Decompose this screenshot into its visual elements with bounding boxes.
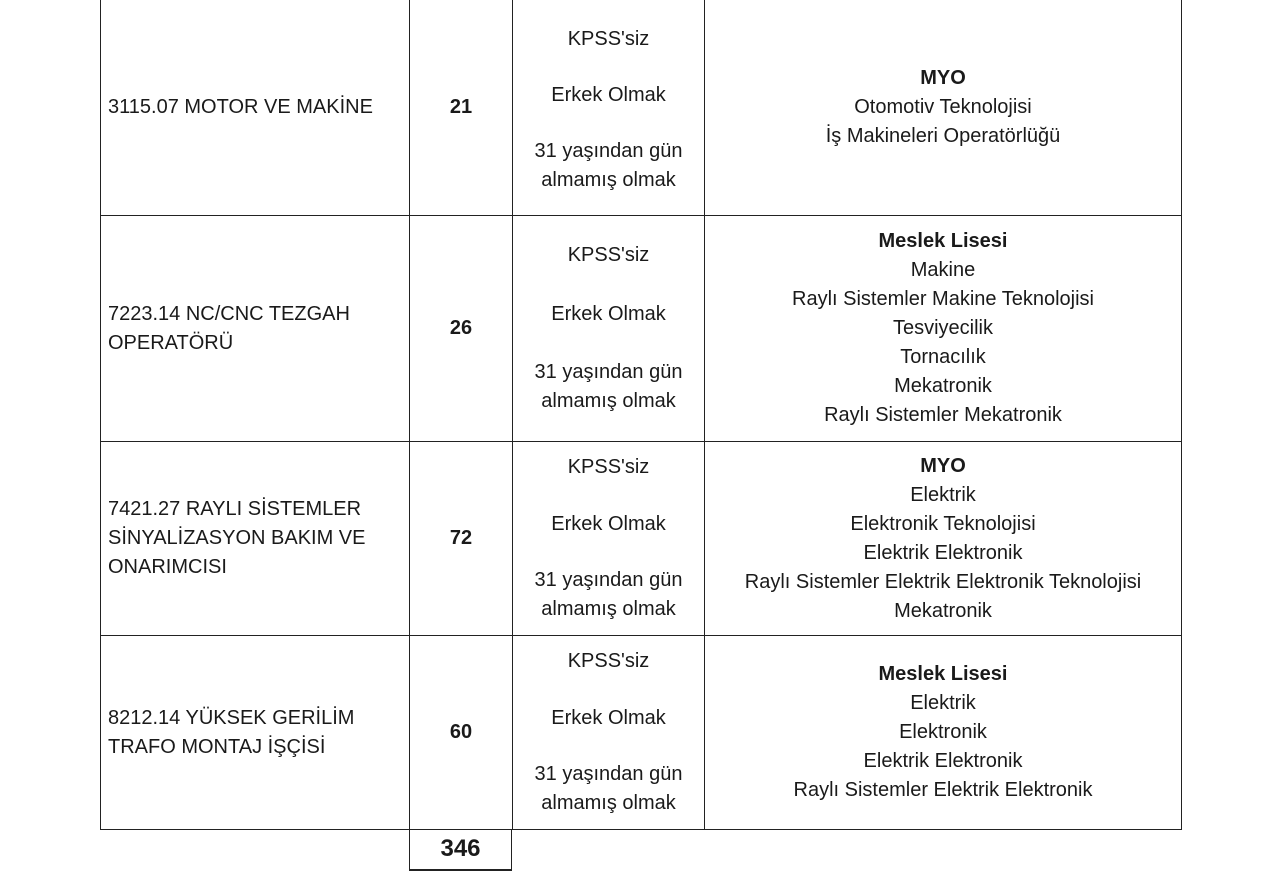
education-program: Elektronik	[899, 721, 987, 743]
requirement-age	[535, 358, 683, 416]
education-cell	[705, 442, 1181, 635]
requirement-age	[535, 760, 683, 818]
requirement-kpss: KPSS'siz	[567, 244, 650, 266]
education-program: Elektrik	[910, 692, 976, 714]
requirement-age	[535, 566, 683, 624]
position-count: 21	[449, 96, 473, 118]
education-type: Meslek Lisesi	[878, 663, 1008, 685]
education-program: Raylı Sistemler Elektrik Elektronik Teknolojisi	[744, 570, 1142, 593]
requirements-cell	[513, 216, 705, 441]
requirement-kpss: KPSS'siz	[567, 650, 650, 672]
education-program: Elektrik Elektronik	[863, 750, 1023, 772]
education-program: Mekatronik	[894, 599, 992, 622]
requirement-gender: Erkek Olmak	[551, 512, 666, 535]
requirement-gender: Erkek Olmak	[551, 302, 666, 325]
requirement-age-line: 31 yaşından gün	[534, 763, 683, 785]
requirements-cell	[513, 636, 705, 829]
education-program: İş Makineleri Operatörlüğü	[825, 125, 1061, 147]
job-title-cell	[101, 636, 410, 829]
requirement-age-line: almamış olmak	[541, 169, 676, 191]
position-count: 26	[449, 317, 473, 339]
requirement-age-line: 31 yaşından gün	[534, 569, 683, 591]
education-program: Mekatronik	[894, 375, 992, 397]
job-title-line: TRAFO MONTAJ İŞÇİSİ	[108, 735, 326, 758]
job-title-line: SİNYALİZASYON BAKIM VE	[108, 527, 366, 549]
requirement-age-line: 31 yaşından gün	[534, 140, 683, 162]
requirement-kpss: KPSS'siz	[567, 456, 650, 478]
education-program: Tornacılık	[900, 346, 986, 368]
job-title-line: 8212.14 YÜKSEK GERİLİM	[108, 706, 355, 729]
position-count-cell	[410, 0, 513, 215]
job-title-line: 7421.27 RAYLI SİSTEMLER	[108, 498, 362, 520]
education-program: Raylı Sistemler Makine Teknolojisi	[792, 288, 1094, 310]
education-program: Raylı Sistemler Elektrik Elektronik	[793, 779, 1093, 801]
requirement-gender: Erkek Olmak	[551, 706, 666, 729]
position-count-cell	[410, 636, 513, 829]
position-count-cell	[410, 216, 513, 441]
education-type: MYO	[920, 67, 966, 89]
education-cell	[705, 0, 1181, 215]
education-program: Elektrik Elektronik	[863, 541, 1023, 564]
requirements-cell	[513, 0, 705, 215]
education-program: Makine	[910, 259, 976, 281]
position-count: 72	[449, 527, 473, 549]
requirement-gender: Erkek Olmak	[551, 84, 666, 106]
education-type: MYO	[920, 454, 966, 477]
job-title-line: OPERATÖRÜ	[108, 331, 234, 354]
education-program: Otomotiv Teknolojisi	[854, 96, 1032, 118]
education-cell	[705, 216, 1181, 441]
education-type: Meslek Lisesi	[878, 230, 1008, 252]
position-count-cell	[410, 442, 513, 635]
requirements-cell	[513, 442, 705, 635]
job-title-line: 3115.07 MOTOR VE MAKİNE	[108, 96, 373, 118]
requirement-age	[535, 137, 683, 195]
job-title-cell	[101, 216, 410, 441]
education-program: Tesviyecilik	[892, 317, 994, 339]
requirement-age-line: almamış olmak	[541, 390, 676, 412]
job-title-cell	[101, 442, 410, 635]
total-count-value: 346	[440, 835, 481, 862]
requirement-age-line: 31 yaşından gün	[534, 361, 683, 383]
education-program: Raylı Sistemler Mekatronik	[824, 404, 1062, 426]
requirement-kpss: KPSS'siz	[567, 28, 650, 50]
job-title-line: ONARIMCISI	[108, 556, 227, 578]
job-title-line: 7223.14 NC/CNC TEZGAH	[108, 302, 350, 325]
table-row	[100, 636, 1182, 830]
position-count: 60	[449, 721, 473, 743]
education-program: Elektrik	[910, 483, 976, 506]
requirement-age-line: almamış olmak	[541, 792, 676, 814]
requirement-age-line: almamış olmak	[541, 598, 676, 620]
total-count	[409, 829, 512, 871]
table-row	[100, 216, 1182, 442]
table-row	[100, 0, 1182, 216]
education-cell	[705, 636, 1181, 829]
education-program: Elektronik Teknolojisi	[850, 512, 1036, 535]
job-title-cell	[101, 0, 410, 215]
table-row	[100, 442, 1182, 636]
